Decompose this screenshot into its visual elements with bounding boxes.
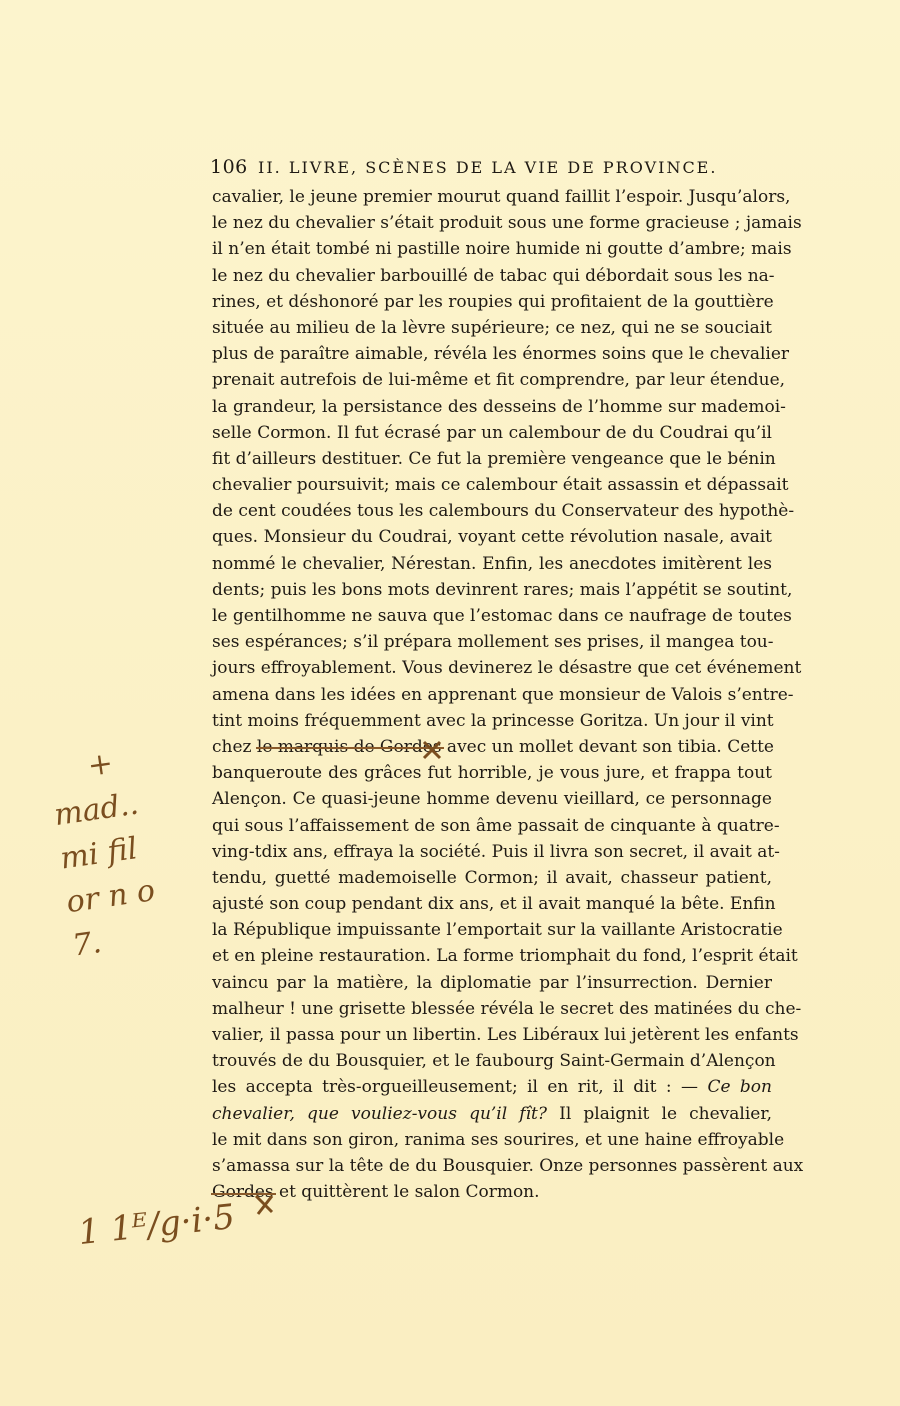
text-line: selle Cormon. Il fut écrasé par un calembour de du Coudrai qu’il — [212, 422, 772, 443]
text-segment: avec un mollet devant son tibia. Cette — [441, 736, 774, 757]
margin-note-line: mi fil — [58, 831, 140, 877]
text-line — [212, 1074, 772, 1100]
running-head: II. LIVRE, SCÈNES DE LA VIE DE PROVINCE. — [258, 158, 718, 177]
text-line: il n’en était tombé ni pastille noire humide ni goutte d’ambre; mais — [212, 239, 792, 260]
page-number: 106 — [210, 156, 248, 178]
text-line: ques. Monsieur du Coudrai, voyant cette révolution nasale, avait — [212, 527, 772, 548]
text-line: fit d’ailleurs destituer. Ce fut la première vengeance que le bénin — [212, 448, 776, 469]
text-line: et en pleine restauration. La forme triomphait du fond, l’esprit était — [212, 946, 798, 967]
text-line: située au milieu de la lèvre supérieure; ce nez, qui ne se souciait — [212, 317, 772, 338]
text-line: amena dans les idées en apprenant que monsieur de Valois s’entre- — [212, 684, 794, 705]
text-line: nommé le chevalier, Nérestan. Enfin, les anecdotes imitèrent les — [212, 553, 772, 574]
text-line: le gentilhomme ne sauva que l’estomac dans ce naufrage de toutes — [212, 606, 792, 626]
text-line: valier, il passa pour un libertin. Les Libéraux lui jetèrent les enfants — [212, 1025, 799, 1045]
text-line: prenait autrefois de lui-même et fit comprendre, par leur étendue, — [212, 370, 786, 391]
text-line: plus de paraître aimable, révéla les énormes soins que le chevalier — [212, 344, 790, 365]
text-line: ving-tdix ans, effraya la société. Puis il livra son secret, il avait at- — [212, 841, 780, 862]
text-line: le nez du chevalier s’était produit sous une forme gracieuse ; jamais — [212, 213, 802, 234]
margin-note-line: 7. — [70, 925, 104, 964]
bottom-note: 1 1ᴱ/g·i·5 — [76, 1196, 237, 1254]
text-segment: chez — [212, 736, 257, 757]
text-line: la grandeur, la persistance des desseins de l’homme sur mademoi- — [212, 396, 786, 417]
body-text — [212, 184, 804, 1205]
text-line: le mit dans son giron, ranima ses sourires, et une haine effroyable — [212, 1129, 785, 1150]
italic-text: Ce bon — [707, 1077, 772, 1098]
margin-note-line: mad.. — [52, 786, 141, 834]
text-line: ajusté son coup pendant dix ans, et il avait manqué la bête. Enfin — [212, 894, 776, 915]
text-line: chevalier poursuivit; mais ce calembour était assassin et dépassait — [212, 475, 789, 496]
text-line: de cent coudées tous les calembours du Conservateur des hypothè- — [212, 501, 795, 522]
text-line — [212, 1101, 772, 1127]
margin-note-line: or n o — [64, 873, 158, 921]
struck-text: le marquis de Gordes — [256, 736, 442, 757]
text-line: s’amassa sur la tête de du Bousquier. Onze personnes passèrent aux — [212, 1155, 804, 1176]
text-line: rines, et déshonoré par les roupies qui profitaient de la gouttière — [212, 291, 774, 312]
text-line: tint moins fréquemment avec la princesse Goritza. Un jour il vint — [212, 710, 774, 731]
text-line: banqueroute des grâces fut horrible, je vous jure, et frappa tout — [212, 763, 772, 784]
text-line: tendu, guetté mademoiselle Cormon; il avait, chasseur patient, — [212, 867, 772, 888]
text-line: Alençon. Ce quasi-jeune homme devenu vieillard, ce personnage — [212, 789, 772, 810]
margin-note-line: + — [85, 745, 116, 784]
text-line: malheur ! une grisette blessée révéla le secret des matinées du che- — [212, 998, 802, 1019]
text-line: dents; puis les bons mots devinrent rares; mais l’appétit se soutint, — [212, 579, 793, 600]
text-line: trouvés de du Bousquier, et le faubourg Saint-Germain d’Alençon — [212, 1051, 776, 1072]
struck-text: Gordes — [212, 1182, 274, 1203]
margin-note — [45, 731, 214, 968]
text-line: qui sous l’affaissement de son âme passait de cinquante à quatre- — [212, 815, 780, 836]
text-line — [212, 734, 772, 760]
text-line: ses espérances; s’il prépara mollement ses prises, il mangea tou- — [212, 632, 774, 653]
text-segment: et quittèrent le salon Cormon. — [273, 1182, 540, 1203]
text-line — [212, 1179, 772, 1205]
text-line: le nez du chevalier barbouillé de tabac qui débordait sous les na- — [212, 265, 775, 286]
text-line: cavalier, le jeune premier mourut quand faillit l’espoir. Jusqu’alors, — [212, 187, 791, 207]
text-segment: les accepta très-orgueilleusement; il en rit, il dit : — — [212, 1077, 708, 1098]
text-segment: Il plaignit le chevalier, — [546, 1103, 772, 1124]
text-line: la République impuissante l’emportait sur la vaillante Aristocratie — [212, 920, 783, 941]
page-header — [210, 156, 770, 184]
italic-text: chevalier, que vouliez-vous qu’il fît? — [212, 1103, 547, 1124]
text-line: jours effroyablement. Vous devinerez le désastre que cet événement — [212, 658, 802, 679]
text-line: vaincu par la matière, la diplomatie par l’insurrection. Dernier — [212, 972, 772, 993]
